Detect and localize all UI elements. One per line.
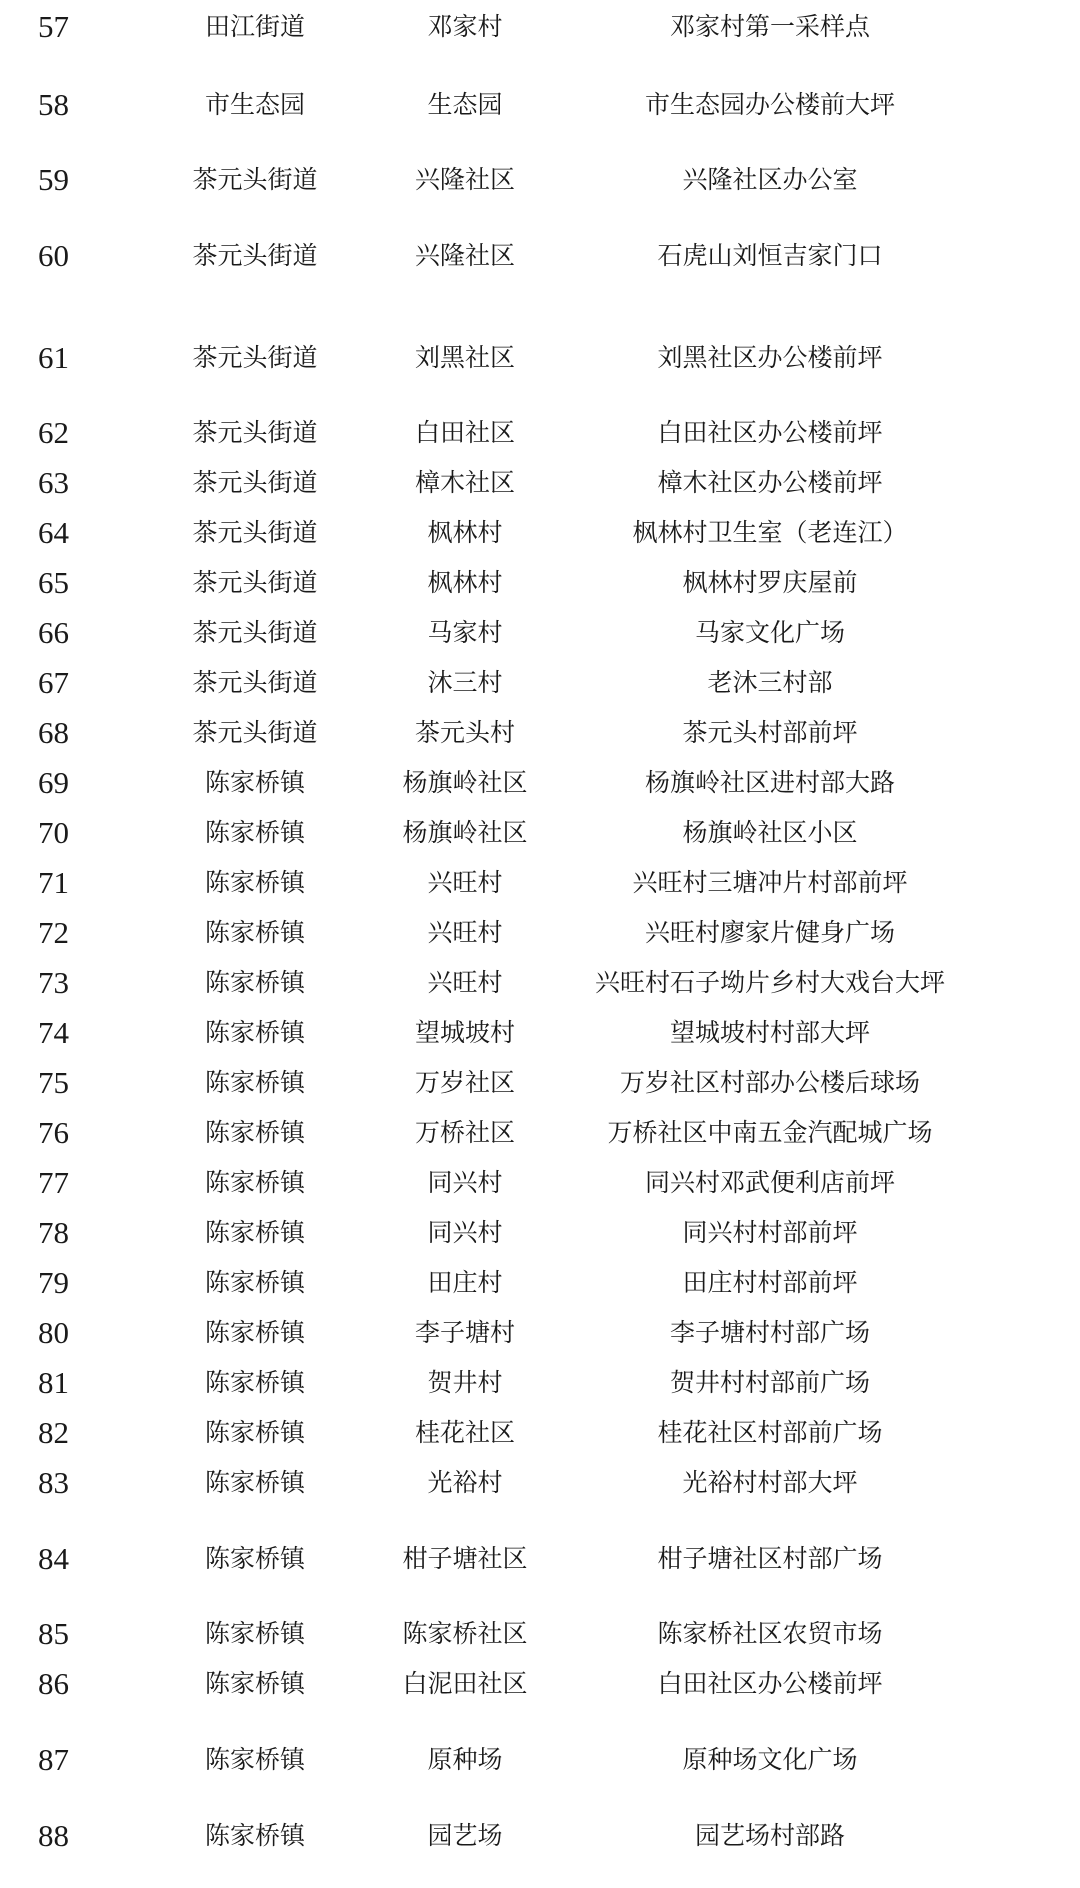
village-cell: 兴旺村 bbox=[427, 968, 503, 997]
site-cell: 望城坡村村部大坪 bbox=[669, 1018, 870, 1047]
village-cell: 贺井村 bbox=[427, 1368, 503, 1397]
table-row bbox=[0, 1816, 1080, 1856]
row-number: 75 bbox=[38, 1065, 69, 1100]
table-row bbox=[0, 1539, 1080, 1579]
village-cell: 刘黑社区 bbox=[414, 343, 515, 372]
street-cell: 茶元头街道 bbox=[192, 618, 318, 647]
village-cell: 枫林村 bbox=[427, 518, 503, 547]
table-row bbox=[0, 7, 1080, 47]
site-cell: 同兴村村部前坪 bbox=[682, 1218, 858, 1247]
site-cell: 兴旺村廖家片健身广场 bbox=[644, 918, 895, 947]
village-cell: 杨旗岭社区 bbox=[402, 818, 528, 847]
street-cell: 茶元头街道 bbox=[192, 418, 318, 447]
row-number: 59 bbox=[38, 162, 69, 197]
table-row bbox=[0, 1013, 1080, 1053]
street-cell: 茶元头街道 bbox=[192, 468, 318, 497]
row-number: 63 bbox=[38, 465, 69, 500]
row-number: 84 bbox=[38, 1541, 69, 1576]
site-cell: 市生态园办公楼前大坪 bbox=[644, 90, 895, 119]
row-number: 72 bbox=[38, 915, 69, 950]
site-cell: 白田社区办公楼前坪 bbox=[657, 1669, 883, 1698]
village-cell: 田庄村 bbox=[427, 1268, 503, 1297]
site-cell: 兴隆社区办公室 bbox=[682, 165, 858, 194]
table-row bbox=[0, 813, 1080, 853]
site-cell: 白田社区办公楼前坪 bbox=[657, 418, 883, 447]
table-row bbox=[0, 1614, 1080, 1654]
row-number: 73 bbox=[38, 965, 69, 1000]
street-cell: 陈家桥镇 bbox=[204, 1821, 305, 1850]
village-cell: 兴旺村 bbox=[427, 868, 503, 897]
row-number: 77 bbox=[38, 1165, 69, 1200]
village-cell: 同兴村 bbox=[427, 1218, 503, 1247]
street-cell: 茶元头街道 bbox=[192, 718, 318, 747]
table-row bbox=[0, 1263, 1080, 1303]
site-cell: 桂花社区村部前广场 bbox=[657, 1418, 883, 1447]
row-number: 79 bbox=[38, 1265, 69, 1300]
street-cell: 市生态园 bbox=[204, 90, 305, 119]
row-number: 81 bbox=[38, 1365, 69, 1400]
street-cell: 陈家桥镇 bbox=[204, 1544, 305, 1573]
street-cell: 陈家桥镇 bbox=[204, 968, 305, 997]
table-row bbox=[0, 963, 1080, 1003]
site-cell: 田庄村村部前坪 bbox=[682, 1268, 858, 1297]
table-row bbox=[0, 1163, 1080, 1203]
street-cell: 陈家桥镇 bbox=[204, 868, 305, 897]
street-cell: 陈家桥镇 bbox=[204, 918, 305, 947]
table-row bbox=[0, 1463, 1080, 1503]
site-cell: 兴旺村石子坳片乡村大戏台大坪 bbox=[594, 968, 945, 997]
row-number: 70 bbox=[38, 815, 69, 850]
village-cell: 白泥田社区 bbox=[402, 1669, 528, 1698]
village-cell: 兴隆社区 bbox=[414, 241, 515, 270]
site-cell: 李子塘村村部广场 bbox=[669, 1318, 870, 1347]
site-cell: 园艺场村部路 bbox=[694, 1821, 845, 1850]
site-cell: 邓家村第一采样点 bbox=[669, 12, 870, 41]
village-cell: 原种场 bbox=[427, 1745, 503, 1774]
row-number: 67 bbox=[38, 665, 69, 700]
row-number: 78 bbox=[38, 1215, 69, 1250]
row-number: 60 bbox=[38, 238, 69, 273]
street-cell: 陈家桥镇 bbox=[204, 1745, 305, 1774]
street-cell: 陈家桥镇 bbox=[204, 1168, 305, 1197]
street-cell: 茶元头街道 bbox=[192, 165, 318, 194]
site-cell: 同兴村邓武便利店前坪 bbox=[644, 1168, 895, 1197]
village-cell: 李子塘村 bbox=[414, 1318, 515, 1347]
table-row bbox=[0, 713, 1080, 753]
table-row bbox=[0, 563, 1080, 603]
street-cell: 陈家桥镇 bbox=[204, 1318, 305, 1347]
table-row bbox=[0, 1313, 1080, 1353]
site-cell: 陈家桥社区农贸市场 bbox=[657, 1619, 883, 1648]
street-cell: 田江街道 bbox=[204, 12, 305, 41]
row-number: 66 bbox=[38, 615, 69, 650]
site-cell: 柑子塘社区村部广场 bbox=[657, 1544, 883, 1573]
row-number: 65 bbox=[38, 565, 69, 600]
street-cell: 陈家桥镇 bbox=[204, 1619, 305, 1648]
row-number: 87 bbox=[38, 1742, 69, 1777]
village-cell: 万岁社区 bbox=[414, 1068, 515, 1097]
site-cell: 万桥社区中南五金汽配城广场 bbox=[607, 1118, 933, 1147]
table-row bbox=[0, 513, 1080, 553]
table-row bbox=[0, 1740, 1080, 1780]
street-cell: 陈家桥镇 bbox=[204, 1268, 305, 1297]
row-number: 62 bbox=[38, 415, 69, 450]
street-cell: 陈家桥镇 bbox=[204, 1118, 305, 1147]
village-cell: 万桥社区 bbox=[414, 1118, 515, 1147]
row-number: 61 bbox=[38, 340, 69, 375]
street-cell: 陈家桥镇 bbox=[204, 1368, 305, 1397]
site-cell: 万岁社区村部办公楼后球场 bbox=[619, 1068, 920, 1097]
table-row bbox=[0, 338, 1080, 378]
village-cell: 柑子塘社区 bbox=[402, 1544, 528, 1573]
street-cell: 茶元头街道 bbox=[192, 343, 318, 372]
village-cell: 枫林村 bbox=[427, 568, 503, 597]
site-cell: 马家文化广场 bbox=[694, 618, 845, 647]
site-cell: 刘黑社区办公楼前坪 bbox=[657, 343, 883, 372]
table-row bbox=[0, 413, 1080, 453]
row-number: 64 bbox=[38, 515, 69, 550]
row-number: 83 bbox=[38, 1465, 69, 1500]
site-cell: 杨旗岭社区小区 bbox=[682, 818, 858, 847]
street-cell: 陈家桥镇 bbox=[204, 768, 305, 797]
village-cell: 同兴村 bbox=[427, 1168, 503, 1197]
row-number: 85 bbox=[38, 1616, 69, 1651]
village-cell: 生态园 bbox=[427, 90, 503, 119]
village-cell: 陈家桥社区 bbox=[402, 1619, 528, 1648]
street-cell: 陈家桥镇 bbox=[204, 1418, 305, 1447]
village-cell: 光裕村 bbox=[427, 1468, 503, 1497]
site-cell: 茶元头村部前坪 bbox=[682, 718, 858, 747]
village-cell: 园艺场 bbox=[427, 1821, 503, 1850]
street-cell: 陈家桥镇 bbox=[204, 1468, 305, 1497]
site-cell: 枫林村罗庆屋前 bbox=[682, 568, 858, 597]
street-cell: 陈家桥镇 bbox=[204, 818, 305, 847]
site-cell: 樟木社区办公楼前坪 bbox=[657, 468, 883, 497]
street-cell: 陈家桥镇 bbox=[204, 1068, 305, 1097]
table-row bbox=[0, 663, 1080, 703]
village-cell: 兴旺村 bbox=[427, 918, 503, 947]
village-cell: 桂花社区 bbox=[414, 1418, 515, 1447]
table-row bbox=[0, 763, 1080, 803]
site-cell: 石虎山刘恒吉家门口 bbox=[657, 241, 883, 270]
row-number: 82 bbox=[38, 1415, 69, 1450]
street-cell: 茶元头街道 bbox=[192, 668, 318, 697]
village-cell: 茶元头村 bbox=[414, 718, 515, 747]
table-row bbox=[0, 1363, 1080, 1403]
site-cell: 老沐三村部 bbox=[707, 668, 833, 697]
table-row bbox=[0, 913, 1080, 953]
table-row bbox=[0, 1213, 1080, 1253]
site-cell: 原种场文化广场 bbox=[682, 1745, 858, 1774]
table-row bbox=[0, 863, 1080, 903]
village-cell: 白田社区 bbox=[414, 418, 515, 447]
street-cell: 陈家桥镇 bbox=[204, 1669, 305, 1698]
row-number: 58 bbox=[38, 87, 69, 122]
site-cell: 兴旺村三塘冲片村部前坪 bbox=[632, 868, 908, 897]
row-number: 80 bbox=[38, 1315, 69, 1350]
table-row bbox=[0, 1413, 1080, 1453]
row-number: 76 bbox=[38, 1115, 69, 1150]
table-row bbox=[0, 160, 1080, 200]
table-row bbox=[0, 1063, 1080, 1103]
street-cell: 茶元头街道 bbox=[192, 518, 318, 547]
village-cell: 兴隆社区 bbox=[414, 165, 515, 194]
street-cell: 陈家桥镇 bbox=[204, 1018, 305, 1047]
street-cell: 茶元头街道 bbox=[192, 241, 318, 270]
street-cell: 陈家桥镇 bbox=[204, 1218, 305, 1247]
table-row bbox=[0, 236, 1080, 276]
table-row bbox=[0, 613, 1080, 653]
village-cell: 马家村 bbox=[427, 618, 503, 647]
row-number: 57 bbox=[38, 9, 69, 44]
table-row bbox=[0, 463, 1080, 503]
site-cell: 枫林村卫生室（老连江） bbox=[632, 518, 908, 547]
site-cell: 光裕村村部大坪 bbox=[682, 1468, 858, 1497]
row-number: 88 bbox=[38, 1818, 69, 1853]
village-cell: 望城坡村 bbox=[414, 1018, 515, 1047]
row-number: 86 bbox=[38, 1666, 69, 1701]
row-number: 69 bbox=[38, 765, 69, 800]
row-number: 68 bbox=[38, 715, 69, 750]
street-cell: 茶元头街道 bbox=[192, 568, 318, 597]
village-cell: 杨旗岭社区 bbox=[402, 768, 528, 797]
table-row bbox=[0, 85, 1080, 125]
table-row bbox=[0, 1664, 1080, 1704]
village-cell: 樟木社区 bbox=[414, 468, 515, 497]
village-cell: 沐三村 bbox=[427, 668, 503, 697]
row-number: 71 bbox=[38, 865, 69, 900]
row-number: 74 bbox=[38, 1015, 69, 1050]
site-cell: 杨旗岭社区进村部大路 bbox=[644, 768, 895, 797]
table-row bbox=[0, 1113, 1080, 1153]
site-cell: 贺井村村部前广场 bbox=[669, 1368, 870, 1397]
village-cell: 邓家村 bbox=[427, 12, 503, 41]
